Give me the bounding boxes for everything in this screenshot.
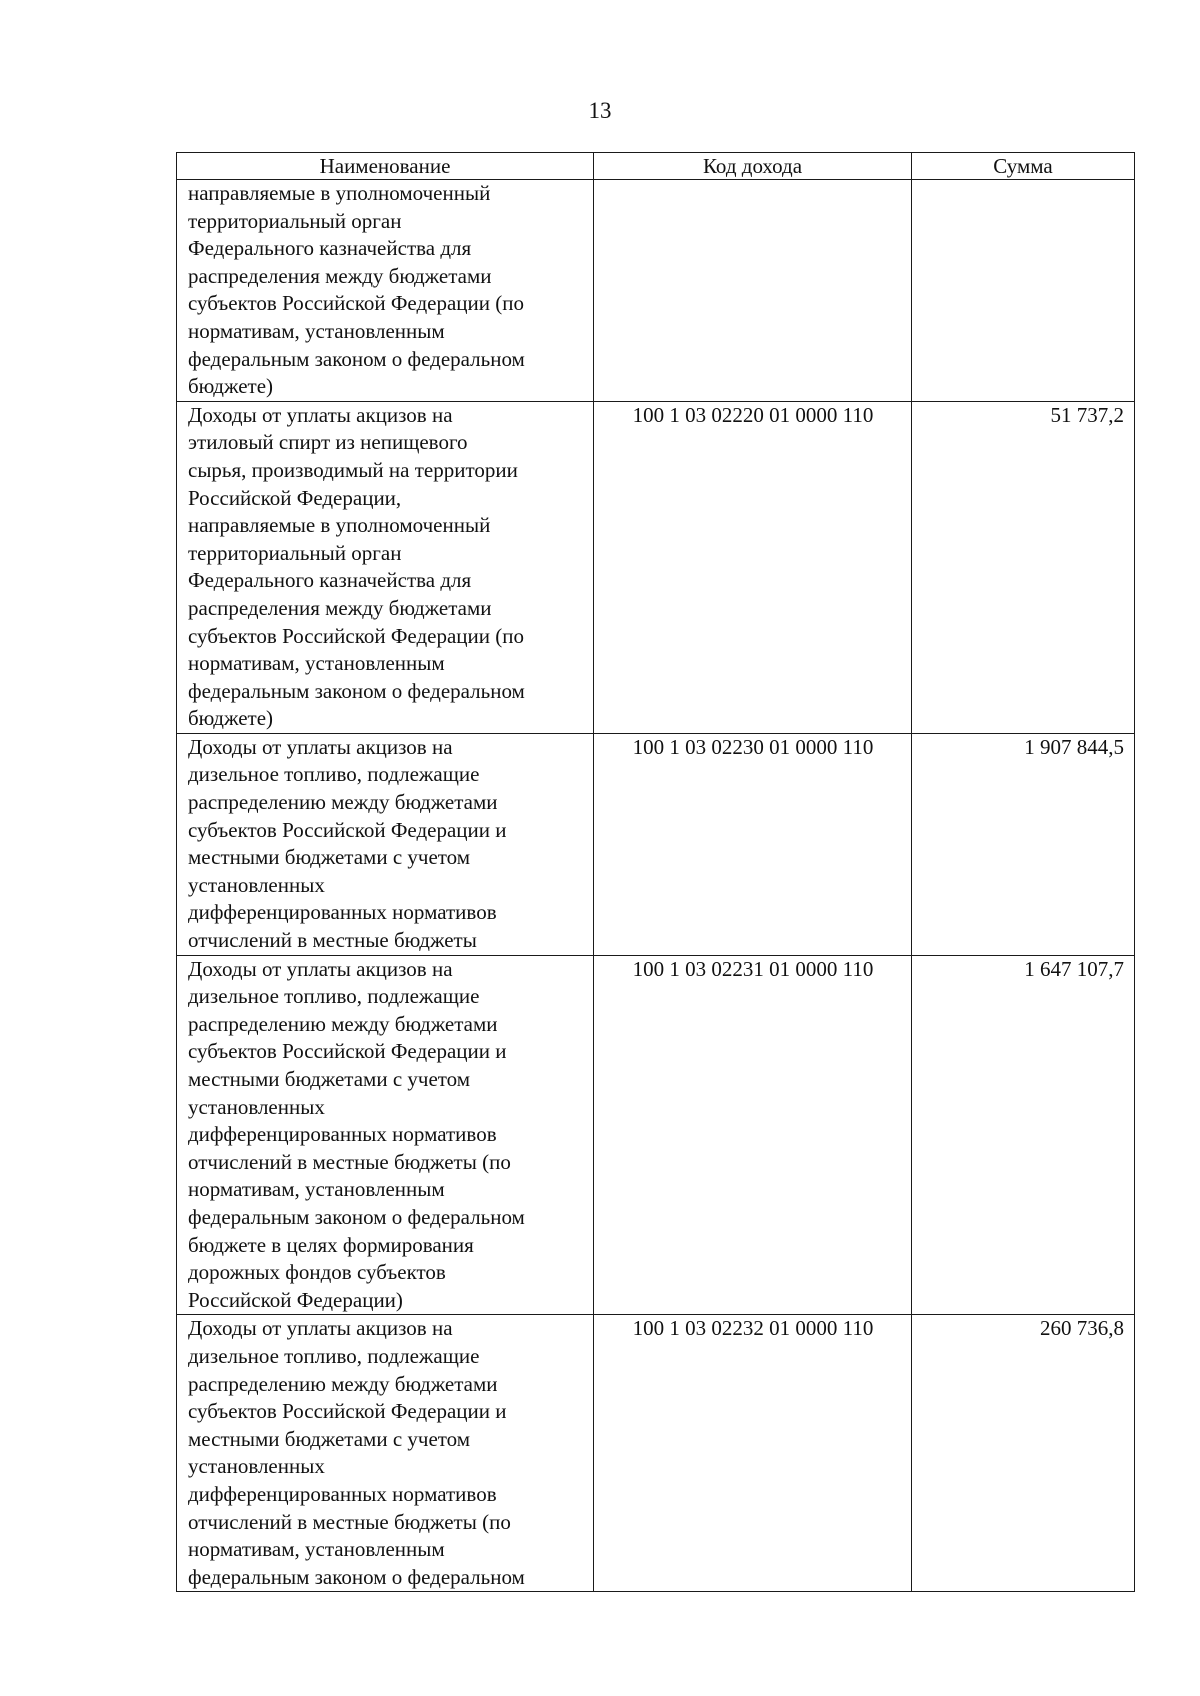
- name-line: Российской Федерации): [188, 1287, 403, 1312]
- name-line: федеральным законом о федеральном: [188, 346, 525, 371]
- name-line: дорожных фондов субъектов: [188, 1260, 446, 1285]
- cell-code: 100 1 03 02230 01 0000 110: [594, 733, 912, 955]
- name-line: нормативам, установленным: [188, 1537, 445, 1562]
- name-line: распределения между бюджетами: [188, 263, 492, 288]
- name-line: сырья, производимый на территории: [188, 457, 518, 482]
- name-line: субъектов Российской Федерации (по: [188, 291, 524, 316]
- name-line: направляемые в уполномоченный: [188, 513, 491, 538]
- name-line: Доходы от уплаты акцизов на: [188, 1316, 453, 1341]
- name-line: дифференцированных нормативов: [188, 900, 497, 925]
- name-line: нормативам, установленным: [188, 1177, 445, 1202]
- name-line: федеральным законом о федеральном: [188, 678, 525, 703]
- cell-name: [177, 1315, 594, 1592]
- name-line: распределения между бюджетами: [188, 595, 492, 620]
- name-line: местными бюджетами с учетом: [188, 1426, 471, 1451]
- name-line: направляемые в уполномоченный: [188, 181, 491, 205]
- name-line: бюджете в целях формирования: [188, 1232, 474, 1257]
- name-line: этиловый спирт из непищевого: [188, 430, 468, 455]
- cell-name: [177, 180, 594, 402]
- name-line: Доходы от уплаты акцизов на: [188, 402, 453, 427]
- header-sum: Сумма: [912, 153, 1135, 180]
- cell-sum: 1 647 107,7: [912, 955, 1135, 1315]
- cell-code: [594, 180, 912, 402]
- name-line: территориальный орган: [188, 208, 402, 233]
- name-line: бюджете): [188, 706, 274, 731]
- table-row: [177, 733, 1135, 955]
- name-line: дифференцированных нормативов: [188, 1122, 497, 1147]
- name-line: установленных: [188, 1454, 325, 1479]
- name-line: Российской Федерации,: [188, 485, 402, 510]
- table-row: [177, 955, 1135, 1315]
- name-line: Доходы от уплаты акцизов на: [188, 734, 453, 759]
- name-line: отчислений в местные бюджеты (по: [188, 1149, 511, 1174]
- name-line: дизельное топливо, подлежащие: [188, 762, 480, 787]
- name-line: бюджете): [188, 374, 274, 399]
- cell-code: 100 1 03 02231 01 0000 110: [594, 955, 912, 1315]
- cell-sum: 260 736,8: [912, 1315, 1135, 1592]
- name-line: распределению между бюджетами: [188, 1011, 498, 1036]
- name-line: местными бюджетами с учетом: [188, 1067, 471, 1091]
- name-line: субъектов Российской Федерации (по: [188, 623, 524, 648]
- name-line: установленных: [188, 1094, 325, 1119]
- name-line: установленных: [188, 872, 325, 897]
- name-line: дизельное топливо, подлежащие: [188, 984, 480, 1009]
- table-header-row: [177, 153, 1135, 180]
- name-line: федеральным законом о федеральном: [188, 1564, 525, 1589]
- name-line: дизельное топливо, подлежащие: [188, 1343, 480, 1368]
- page-number: 13: [588, 98, 612, 123]
- name-line: дифференцированных нормативов: [188, 1481, 497, 1506]
- name-line: федеральным законом о федеральном: [188, 1204, 525, 1229]
- cell-code: 100 1 03 02220 01 0000 110: [594, 401, 912, 733]
- header-code: Код дохода: [594, 153, 912, 180]
- cell-name: [177, 955, 594, 1315]
- name-line: отчислений в местные бюджеты: [188, 928, 477, 953]
- header-name: Наименование: [177, 153, 594, 180]
- cell-sum: 51 737,2: [912, 401, 1135, 733]
- name-line: нормативам, установленным: [188, 318, 445, 343]
- name-line: отчислений в местные бюджеты (по: [188, 1509, 511, 1534]
- table-row: [177, 401, 1135, 733]
- name-line: распределению между бюджетами: [188, 1371, 498, 1396]
- cell-name: [177, 401, 594, 733]
- name-line: распределению между бюджетами: [188, 790, 498, 815]
- table-row: [177, 1315, 1135, 1592]
- name-line: Федерального казначейства для: [188, 568, 472, 593]
- name-line: нормативам, установленным: [188, 651, 445, 676]
- name-line: местными бюджетами с учетом: [188, 845, 471, 870]
- name-line: Федерального казначейства для: [188, 236, 472, 261]
- revenue-table: [176, 152, 1135, 1592]
- cell-code: 100 1 03 02232 01 0000 110: [594, 1315, 912, 1592]
- table-body: [177, 180, 1135, 1592]
- cell-name: [177, 733, 594, 955]
- name-line: субъектов Российской Федерации и: [188, 1399, 507, 1424]
- cell-sum: [912, 180, 1135, 402]
- name-line: территориальный орган: [188, 540, 402, 565]
- name-line: субъектов Российской Федерации и: [188, 1039, 507, 1064]
- name-line: Доходы от уплаты акцизов на: [188, 956, 453, 981]
- table-row: [177, 180, 1135, 402]
- name-line: субъектов Российской Федерации и: [188, 817, 507, 842]
- cell-sum: 1 907 844,5: [912, 733, 1135, 955]
